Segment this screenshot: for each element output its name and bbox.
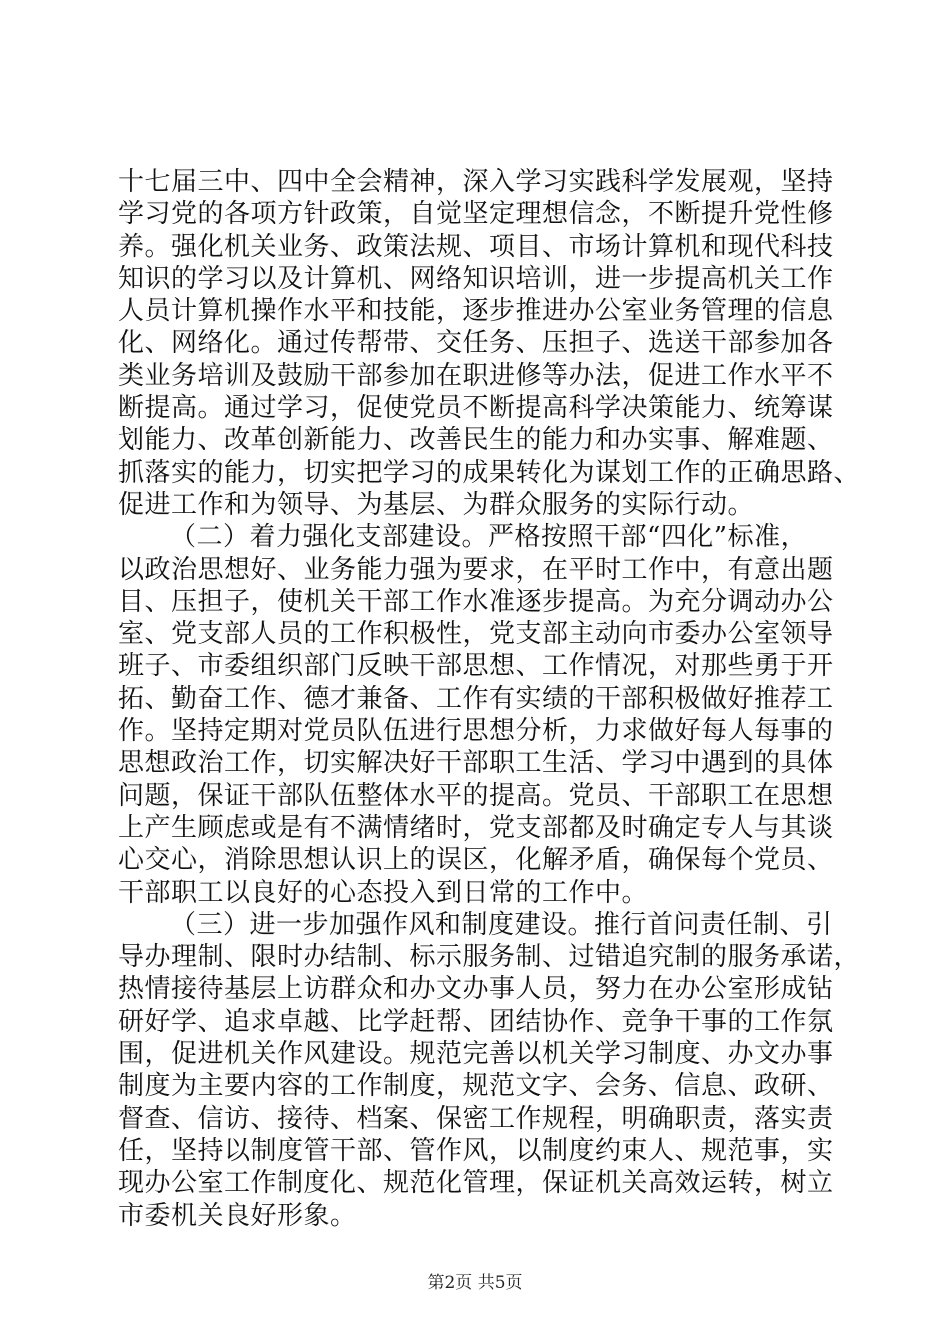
- text-line: 养。强化机关业务、政策法规、项目、市场计算机和现代科技: [118, 231, 834, 262]
- text-line: 断提高。通过学习，促使党员不断提高科学决策能力、统筹谋: [118, 393, 834, 424]
- text-line: 十七届三中、四中全会精神，深入学习实践科学发展观，坚持: [118, 167, 834, 197]
- text-line: 划能力、改革创新能力、改善民生的能力和办实事、解难题、: [118, 425, 834, 456]
- text-line: 抓落实的能力，切实把学习的成果转化为谋划工作的正确思路、: [118, 457, 861, 488]
- text-line: 问题，保证干部队伍整体水平的提高。党员、干部职工在思想: [118, 780, 834, 811]
- text-line: 班子、市委组织部门反映干部思想、工作情况，对那些勇于开: [118, 651, 834, 682]
- text-line: 知识的学习以及计算机、网络知识培训，进一步提高机关工作: [118, 263, 834, 294]
- section-heading-line: （三）进一步加强作风和制度建设。推行首问责任制、引: [170, 909, 833, 940]
- text-line: 心交心，消除思想认识上的误区，化解矛盾，确保每个党员、: [118, 845, 834, 876]
- text-line: 市委机关良好形象。: [118, 1200, 357, 1231]
- text-line: 制度为主要内容的工作制度，规范文字、会务、信息、政研、: [118, 1071, 834, 1102]
- text-line: 目、压担子，使机关干部工作水准逐步提高。为充分调动办公: [118, 586, 834, 617]
- text-line: 热情接待基层上访群众和办文办事人员，努力在办公室形成钻: [118, 974, 834, 1005]
- text-line: 上产生顾虑或是有不满情绪时，党支部都及时确定专人与其谈: [118, 812, 834, 843]
- page-footer: 第2页 共5页: [427, 1273, 523, 1293]
- body-text: [118, 166, 861, 1232]
- text-line: 类业务培训及鼓励干部参加在职进修等办法，促进工作水平不: [118, 360, 834, 391]
- text-line: 任，坚持以制度管干部、管作风，以制度约束人、规范事，实: [118, 1135, 834, 1166]
- text-line: 干部职工以良好的心态投入到日常的工作中。: [118, 877, 649, 908]
- text-line: 拓、勤奋工作、德才兼备、工作有实绩的干部积极做好推荐工: [118, 683, 834, 714]
- text-line: 现办公室工作制度化、规范化管理，保证机关高效运转，树立: [118, 1168, 834, 1199]
- text-line: 人员计算机操作水平和技能，逐步推进办公室业务管理的信息: [118, 296, 834, 327]
- text-line: 化、网络化。通过传帮带、交任务、压担子、选送干部参加各: [118, 328, 834, 359]
- text-line: 思想政治工作，切实解决好干部职工生活、学习中遇到的具体: [118, 748, 834, 779]
- text-line: 围，促进机关作风建设。规范完善以机关学习制度、办文办事: [118, 1039, 834, 1070]
- text-line: 学习党的各项方针政策，自觉坚定理想信念，不断提升党性修: [118, 199, 834, 230]
- text-line: 作。坚持定期对党员队伍进行思想分析，力求做好每人每事的: [118, 716, 834, 747]
- text-line: 研好学、追求卓越、比学赶帮、团结协作、竞争干事的工作氛: [118, 1006, 834, 1037]
- text-line: 室、党支部人员的工作积极性，党支部主动向市委办公室领导: [118, 619, 834, 650]
- text-line: 督查、信访、接待、档案、保密工作规程，明确职责，落实责: [118, 1103, 834, 1134]
- text-line: 导办理制、限时办结制、标示服务制、过错追究制的服务承诺，: [118, 942, 861, 973]
- text-line: 以政治思想好、业务能力强为要求，在平时工作中，有意出题: [118, 554, 834, 585]
- text-line: 促进工作和为领导、为基层、为群众服务的实际行动。: [118, 489, 755, 520]
- section-heading-line: （二）着力强化支部建设。严格按照干部“四化”标准，: [170, 522, 808, 553]
